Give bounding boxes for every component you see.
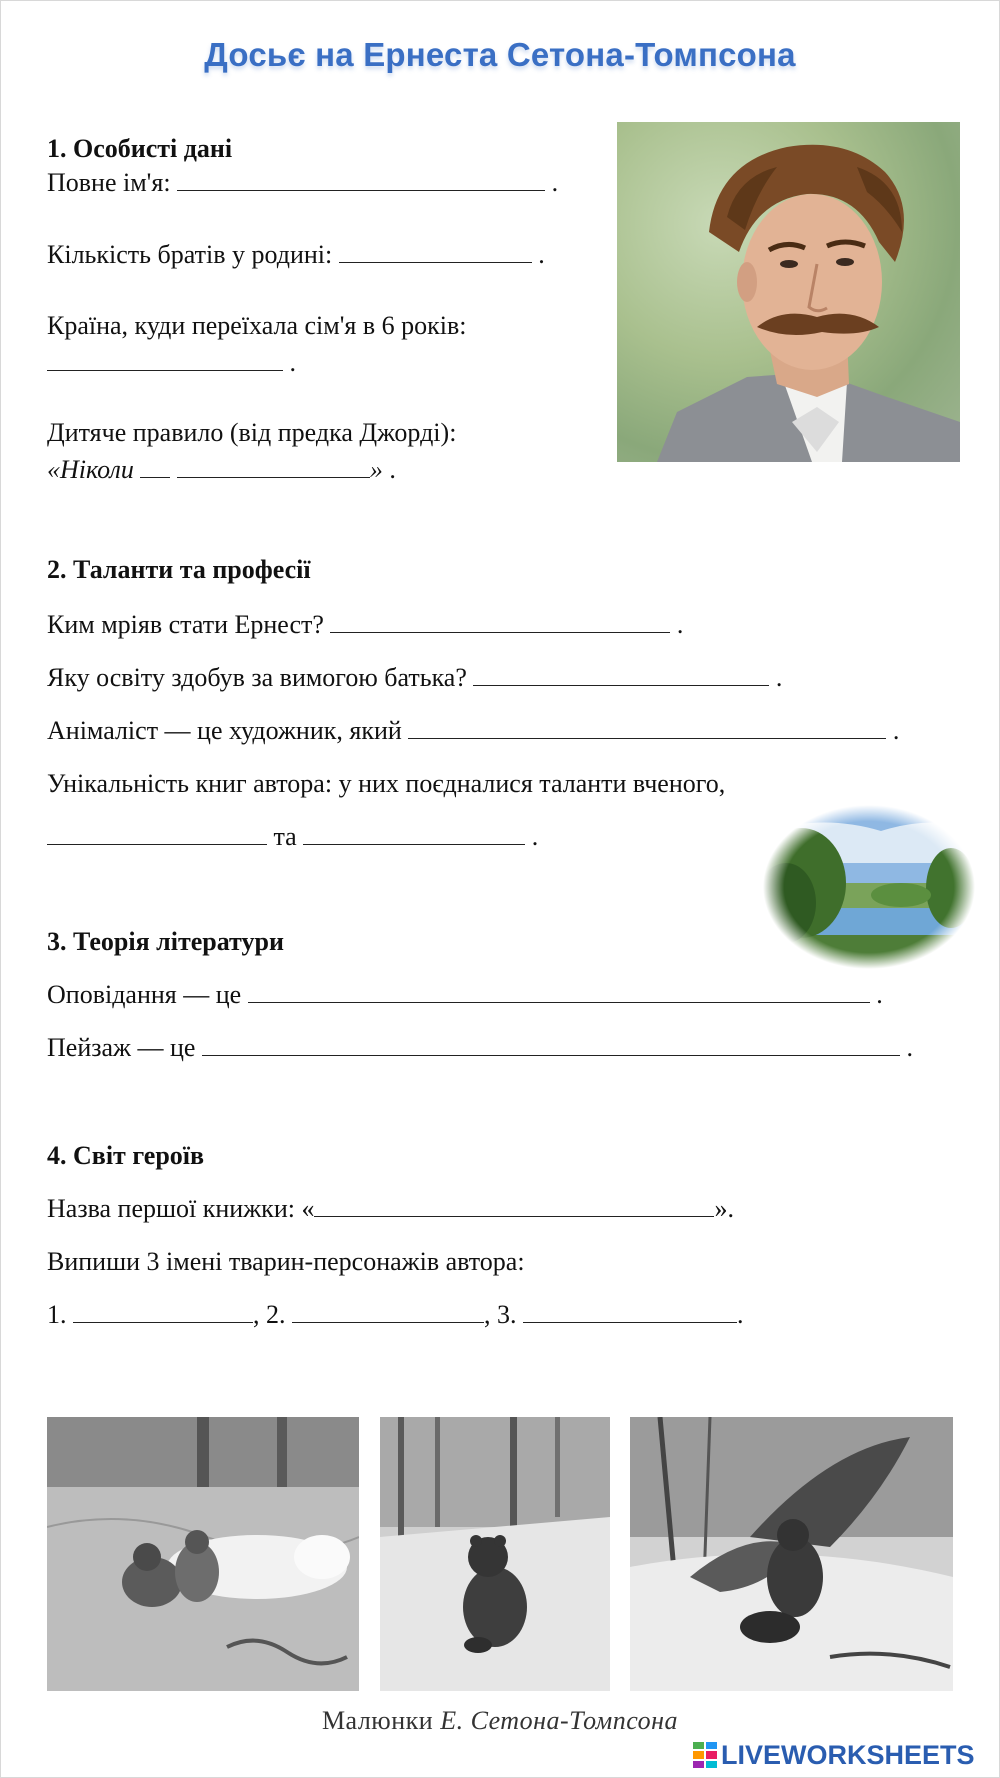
first-book-label: Назва першої книжки: « bbox=[47, 1194, 315, 1223]
rule-quote-open: «Ніколи bbox=[47, 455, 134, 484]
illustration-owl bbox=[630, 1417, 953, 1691]
story-blank[interactable] bbox=[248, 980, 870, 1003]
story-row bbox=[47, 980, 883, 1010]
full-name-blank[interactable] bbox=[177, 168, 545, 191]
landscape-blank[interactable] bbox=[202, 1033, 900, 1056]
landscape-row bbox=[47, 1033, 913, 1063]
animalist-dot: . bbox=[892, 716, 900, 745]
brothers-label: Кількість братів у родині: bbox=[47, 240, 333, 269]
dream-dot: . bbox=[676, 610, 684, 639]
uniqueness-row bbox=[47, 822, 538, 852]
animal-1-num: 1. bbox=[47, 1300, 67, 1329]
full-name-label: Повне ім'я: bbox=[47, 168, 171, 197]
rule-row bbox=[47, 455, 396, 485]
page-title: Досьє на Ернеста Сетона-Томпсона bbox=[204, 36, 796, 73]
story-label: Оповідання — це bbox=[47, 980, 242, 1009]
dream-label: Ким мріяв стати Ернест? bbox=[47, 610, 324, 639]
dream-blank[interactable] bbox=[330, 610, 670, 633]
section4-heading: 4. Світ героїв bbox=[47, 1141, 205, 1170]
liveworksheets-logo-icon bbox=[693, 1742, 717, 1768]
animal-2-num: , 2. bbox=[253, 1300, 286, 1329]
animalist-blank[interactable] bbox=[408, 716, 886, 739]
brothers-blank[interactable] bbox=[339, 240, 532, 263]
education-label: Яку освіту здобув за вимогою батька? bbox=[47, 663, 467, 692]
liveworksheets-text: LIVEWORKSHEETS bbox=[721, 1739, 975, 1770]
animals-end: . bbox=[737, 1300, 744, 1329]
first-book-row bbox=[47, 1194, 734, 1224]
caption-prefix: Малюнки bbox=[321, 1706, 434, 1735]
full-name-dot: . bbox=[551, 168, 559, 197]
animal-1-blank[interactable] bbox=[73, 1300, 253, 1323]
author-portrait bbox=[617, 122, 960, 462]
section3-heading: 3. Теорія літератури bbox=[47, 927, 284, 956]
animals-label: Випиши 3 імені тварин-персонажів автора: bbox=[47, 1247, 525, 1276]
liveworksheets-brand[interactable] bbox=[693, 1738, 993, 1772]
brothers-dot: . bbox=[538, 240, 545, 269]
uniqueness-label: Унікальність книг автора: у них поєдналися таланти вченого, bbox=[47, 769, 726, 798]
uniqueness-blank-2[interactable] bbox=[303, 822, 525, 845]
rule-blank-1[interactable] bbox=[140, 455, 170, 478]
country-label: Країна, куди переїхала сім'я в 6 років: bbox=[47, 311, 467, 340]
animalist-row bbox=[47, 716, 899, 746]
education-row bbox=[47, 663, 782, 693]
education-dot: . bbox=[775, 663, 783, 692]
brothers-row bbox=[47, 240, 545, 270]
section2-heading: 2. Таланти та професії bbox=[47, 555, 311, 584]
country-blank[interactable] bbox=[47, 348, 283, 371]
uniqueness-dot: . bbox=[531, 822, 539, 851]
section1-heading: 1. Особисті дані bbox=[47, 134, 233, 163]
illustration-kittens bbox=[47, 1417, 359, 1691]
illustrations-caption bbox=[0, 1706, 1000, 1736]
rule-label: Дитяче правило (від предка Джорді): bbox=[47, 418, 457, 447]
animalist-label: Анімаліст — це художник, який bbox=[47, 716, 402, 745]
landscape-label: Пейзаж — це bbox=[47, 1033, 196, 1062]
illustration-bear-cub bbox=[380, 1417, 610, 1691]
first-book-blank[interactable] bbox=[314, 1194, 714, 1217]
first-book-close: ». bbox=[714, 1194, 734, 1223]
landscape-dot: . bbox=[906, 1033, 913, 1062]
landscape-illustration bbox=[761, 803, 977, 971]
rule-blank-2[interactable] bbox=[177, 455, 370, 478]
animals-row bbox=[47, 1300, 744, 1330]
animal-3-num: , 3. bbox=[484, 1300, 517, 1329]
rule-quote-close: » bbox=[369, 455, 383, 484]
uniqueness-blank-1[interactable] bbox=[47, 822, 267, 845]
education-blank[interactable] bbox=[473, 663, 769, 686]
country-row bbox=[47, 348, 296, 378]
rule-dot: . bbox=[389, 455, 396, 484]
country-dot: . bbox=[289, 348, 296, 377]
animal-3-blank[interactable] bbox=[523, 1300, 737, 1323]
full-name-row bbox=[47, 168, 558, 198]
dream-row bbox=[47, 610, 683, 640]
uniqueness-and: та bbox=[273, 822, 297, 851]
animal-2-blank[interactable] bbox=[292, 1300, 484, 1323]
caption-author: Е. Сетона-Томпсона bbox=[440, 1706, 679, 1735]
story-dot: . bbox=[876, 980, 883, 1009]
